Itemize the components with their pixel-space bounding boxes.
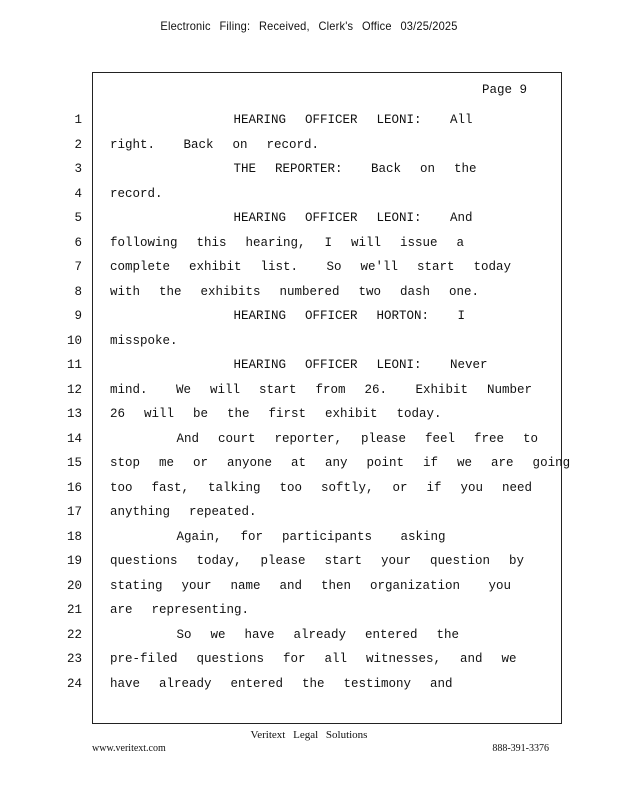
line-number: 13 — [66, 407, 82, 421]
line-number: 6 — [74, 235, 82, 250]
line-number: 23 — [66, 652, 82, 666]
transcript-line: HEARING OFFICER LEONI: All — [110, 113, 473, 127]
transcript-line: 26 will be the first exhibit today. — [110, 407, 442, 421]
transcript-line: misspoke. — [110, 333, 178, 348]
transcript-line: questions today, please start your question by — [110, 554, 525, 568]
line-number: 2 — [74, 137, 82, 152]
transcript-line: And court reporter, please feel free to — [110, 431, 539, 446]
line-number: 10 — [66, 333, 82, 348]
line-number: 9 — [74, 309, 82, 323]
transcript-line: mind. We will start from 26. Exhibit Number — [110, 382, 533, 397]
line-number: 8 — [74, 284, 82, 299]
page-number: Page 9 — [481, 83, 527, 97]
line-number: 17 — [66, 505, 82, 519]
line-number: 22 — [66, 627, 82, 642]
line-number: 3 — [74, 162, 82, 176]
footer-company: Veritext Legal Solutions — [250, 729, 368, 741]
line-number: 4 — [74, 186, 82, 201]
transcript-line: HEARING OFFICER HORTON: I — [110, 309, 466, 323]
line-number: 16 — [66, 480, 82, 495]
transcript-line: stating your name and then organization you — [110, 578, 512, 593]
line-number-column — [0, 112, 82, 700]
line-number: 1 — [74, 113, 82, 127]
line-number: 14 — [66, 431, 82, 446]
line-number: 12 — [66, 382, 82, 397]
transcript-line: record. — [110, 186, 163, 201]
transcript-line: anything repeated. — [110, 505, 257, 519]
line-number: 18 — [66, 529, 82, 544]
line-number: 24 — [66, 676, 82, 691]
transcript-line: stop me or anyone at any point if we are going — [110, 456, 571, 470]
footer-phone: 888-391-3376 — [492, 743, 549, 754]
transcript-line: THE REPORTER: Back on the — [110, 162, 477, 176]
transcript-line: Again, for participants asking — [110, 529, 446, 544]
line-number: 7 — [74, 260, 82, 274]
filing-header: Electronic Filing: Received, Clerk's Office 03/25/2025 — [160, 19, 458, 33]
line-number: 5 — [74, 211, 82, 225]
line-number: 20 — [66, 578, 82, 593]
transcript-line: too fast, talking too softly, or if you need — [110, 480, 533, 495]
line-number: 19 — [66, 554, 82, 568]
transcript-line: HEARING OFFICER LEONI: Never — [110, 358, 488, 372]
transcript-line: have already entered the testimony and — [110, 676, 453, 691]
transcript-line: right. Back on record. — [110, 137, 320, 152]
line-number: 15 — [66, 456, 82, 470]
transcript-body — [110, 112, 571, 700]
transcript-line: following this hearing, I will issue a — [110, 235, 465, 250]
transcript-line: complete exhibit list. So we'll start today — [110, 260, 512, 274]
footer-website: www.veritext.com — [92, 743, 166, 754]
transcript-line: HEARING OFFICER LEONI: And — [110, 211, 473, 225]
transcript-line: are representing. — [110, 603, 250, 617]
transcript-line: So we have already entered the — [110, 627, 460, 642]
transcript-line: pre-filed questions for all witnesses, and we — [110, 652, 517, 666]
line-number: 21 — [66, 603, 82, 617]
transcript-line: with the exhibits numbered two dash one. — [110, 284, 480, 299]
line-number: 11 — [66, 358, 82, 372]
